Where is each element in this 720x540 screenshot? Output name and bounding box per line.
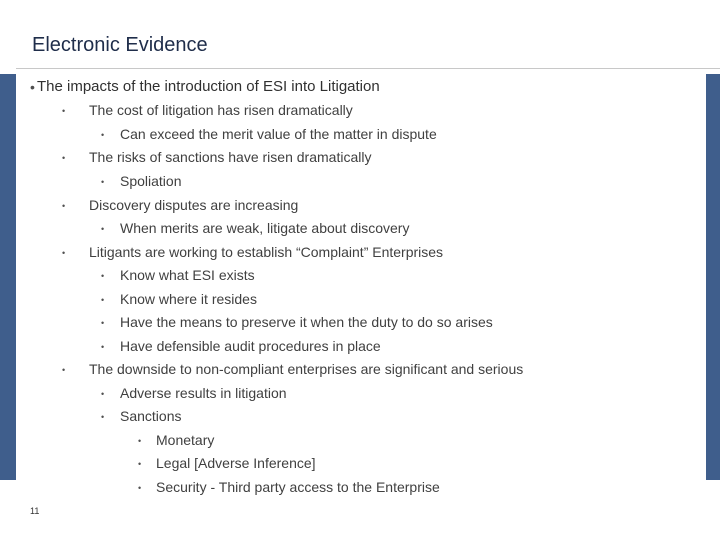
bullet-marker: •: [101, 177, 105, 187]
bullet-level-0: The impacts of the introduction of ESI into Litigation: [37, 78, 380, 95]
bullet-level-3: Security - Third party access to the Enterprise: [156, 479, 440, 495]
bullet-level-2: Can exceed the merit value of the matter in dispute: [120, 126, 437, 142]
bullet-level-1: The downside to non-compliant enterprises are significant and serious: [89, 361, 524, 377]
bullet-marker: •: [62, 248, 66, 258]
bullet-level-2: Adverse results in litigation: [120, 385, 287, 401]
right-accent-bar: [706, 74, 720, 480]
bullet-level-2: Have the means to preserve it when the duty to do so arises: [120, 314, 493, 330]
bullet-level-2: When merits are weak, litigate about discovery: [120, 220, 410, 236]
bullet-level-2: Sanctions: [120, 408, 182, 424]
bullet-marker: •: [101, 295, 105, 305]
bullet-marker: •: [101, 318, 105, 328]
bullet-level-1: Litigants are working to establish “Complaint” Enterprises: [89, 244, 444, 260]
slide-title: Electronic Evidence: [32, 34, 208, 56]
bullet-level-1: The risks of sanctions have risen dramatically: [89, 149, 372, 165]
bullet-level-3: Monetary: [156, 432, 215, 448]
page-number: 11: [30, 506, 40, 516]
bullet-marker: •: [101, 130, 105, 140]
bullet-marker: •: [101, 389, 105, 399]
bullet-marker: •: [62, 201, 66, 211]
bullet-marker: •: [101, 342, 105, 352]
bullet-marker: •: [138, 436, 142, 446]
bullet-level-2: Know where it resides: [120, 291, 257, 307]
bullet-level-2: Have defensible audit procedures in place: [120, 338, 381, 354]
title-divider: [16, 68, 720, 69]
left-accent-bar: [0, 74, 16, 480]
bullet-level-2: Know what ESI exists: [120, 267, 255, 283]
bullet-level-2: Spoliation: [120, 173, 182, 189]
bullet-marker: •: [101, 271, 105, 281]
bullet-marker: •: [101, 412, 105, 422]
bullet-marker: •: [62, 365, 66, 375]
bullet-marker: •: [101, 224, 105, 234]
bullet-marker: •: [62, 106, 66, 116]
bullet-level-1: Discovery disputes are increasing: [89, 197, 299, 213]
bullet-marker: •: [62, 153, 66, 163]
bullet-marker: •: [30, 79, 35, 95]
bullet-marker: •: [138, 483, 142, 493]
bullet-level-1: The cost of litigation has risen dramatically: [89, 102, 353, 118]
bullet-level-3: Legal [Adverse Inference]: [156, 455, 316, 471]
bullet-marker: •: [138, 459, 142, 469]
